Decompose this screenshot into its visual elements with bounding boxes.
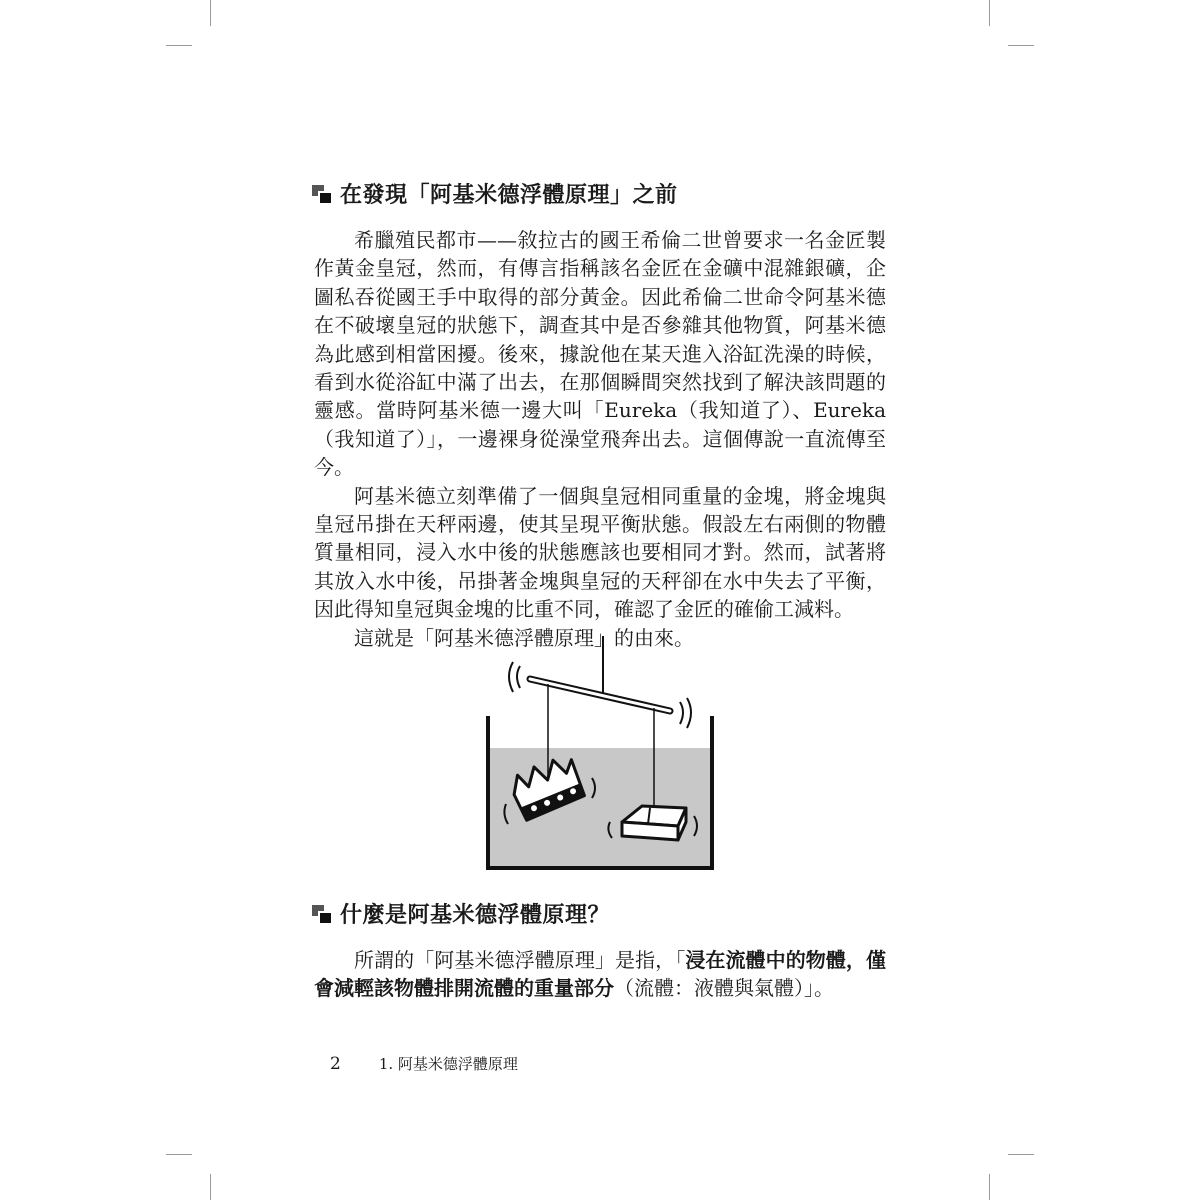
heading-squares-icon xyxy=(312,185,332,203)
section-heading-2 xyxy=(312,898,610,929)
paragraph: 希臘殖民都市——敘拉古的國王希倫二世曾要求一名金匠製作黃金皇冠，然而，有傳言指稱該名金匠在金礦中混雜銀礦，企圖私吞從國王手中取得的部分黃金。因此希倫二世命令阿基米德在不破壞皇冠的狀態下，調查其中是否參雜其他物質，阿基米德為此感到相當困擾。後來，據說他在某天進入浴缸洗澡的時候，看到水從浴缸中滿了出去，在那個瞬間突然找到了解決該問題的靈感。當時阿基米德一邊大叫「Eureka（我知道了）、Eureka（我知道了）」，一邊裸身從澡堂飛奔出去。這個傳說一直流傳至今。 xyxy=(314,228,886,480)
running-footer-chapter: 1. 阿基米德浮體原理 xyxy=(378,1055,518,1073)
paragraph: 這就是「阿基米德浮體原理」的由來。 xyxy=(354,625,694,650)
page-footer xyxy=(330,1053,518,1074)
section-title: 什麼是阿基米德浮體原理？ xyxy=(340,903,611,928)
crop-mark xyxy=(989,0,990,26)
crop-mark xyxy=(166,45,192,46)
crop-mark xyxy=(1008,1154,1034,1155)
balance-in-water-illustration xyxy=(480,636,740,876)
crop-mark xyxy=(989,1174,990,1200)
section-title: 在發現「阿基米德浮體原理」之前 xyxy=(340,183,678,208)
crop-mark xyxy=(210,0,211,26)
section-body-2 xyxy=(314,946,886,1003)
crop-mark xyxy=(166,1154,192,1155)
page-number: 2 xyxy=(330,1054,341,1074)
section-body-1 xyxy=(314,226,886,652)
paragraph: 所謂的「阿基米德浮體原理」是指，「浸在流體中的物體，僅會減輕該物體排開流體的重量部分（流體：液體與氣體）」。 xyxy=(314,948,887,1001)
crop-mark xyxy=(1008,45,1034,46)
crop-mark xyxy=(210,1174,211,1200)
paragraph: 阿基米德立刻準備了一個與皇冠相同重量的金塊，將金塊與皇冠吊掛在天秤兩邊，使其呈現平衡狀態。假設左右兩側的物體質量相同，浸入水中後的狀態應該也要相同才對。然而，試著將其放入水中後，吊掛著金塊與皇冠的天秤卻在水中失去了平衡，因此得知皇冠與金塊的比重不同，確認了金匠的確偷工減料。 xyxy=(314,483,886,622)
heading-squares-icon xyxy=(312,905,332,923)
section-heading-1 xyxy=(312,178,678,209)
principle-definition: 浸在流體中的物體，僅會減輕該物體排開流體的重量部分 xyxy=(314,948,887,1001)
